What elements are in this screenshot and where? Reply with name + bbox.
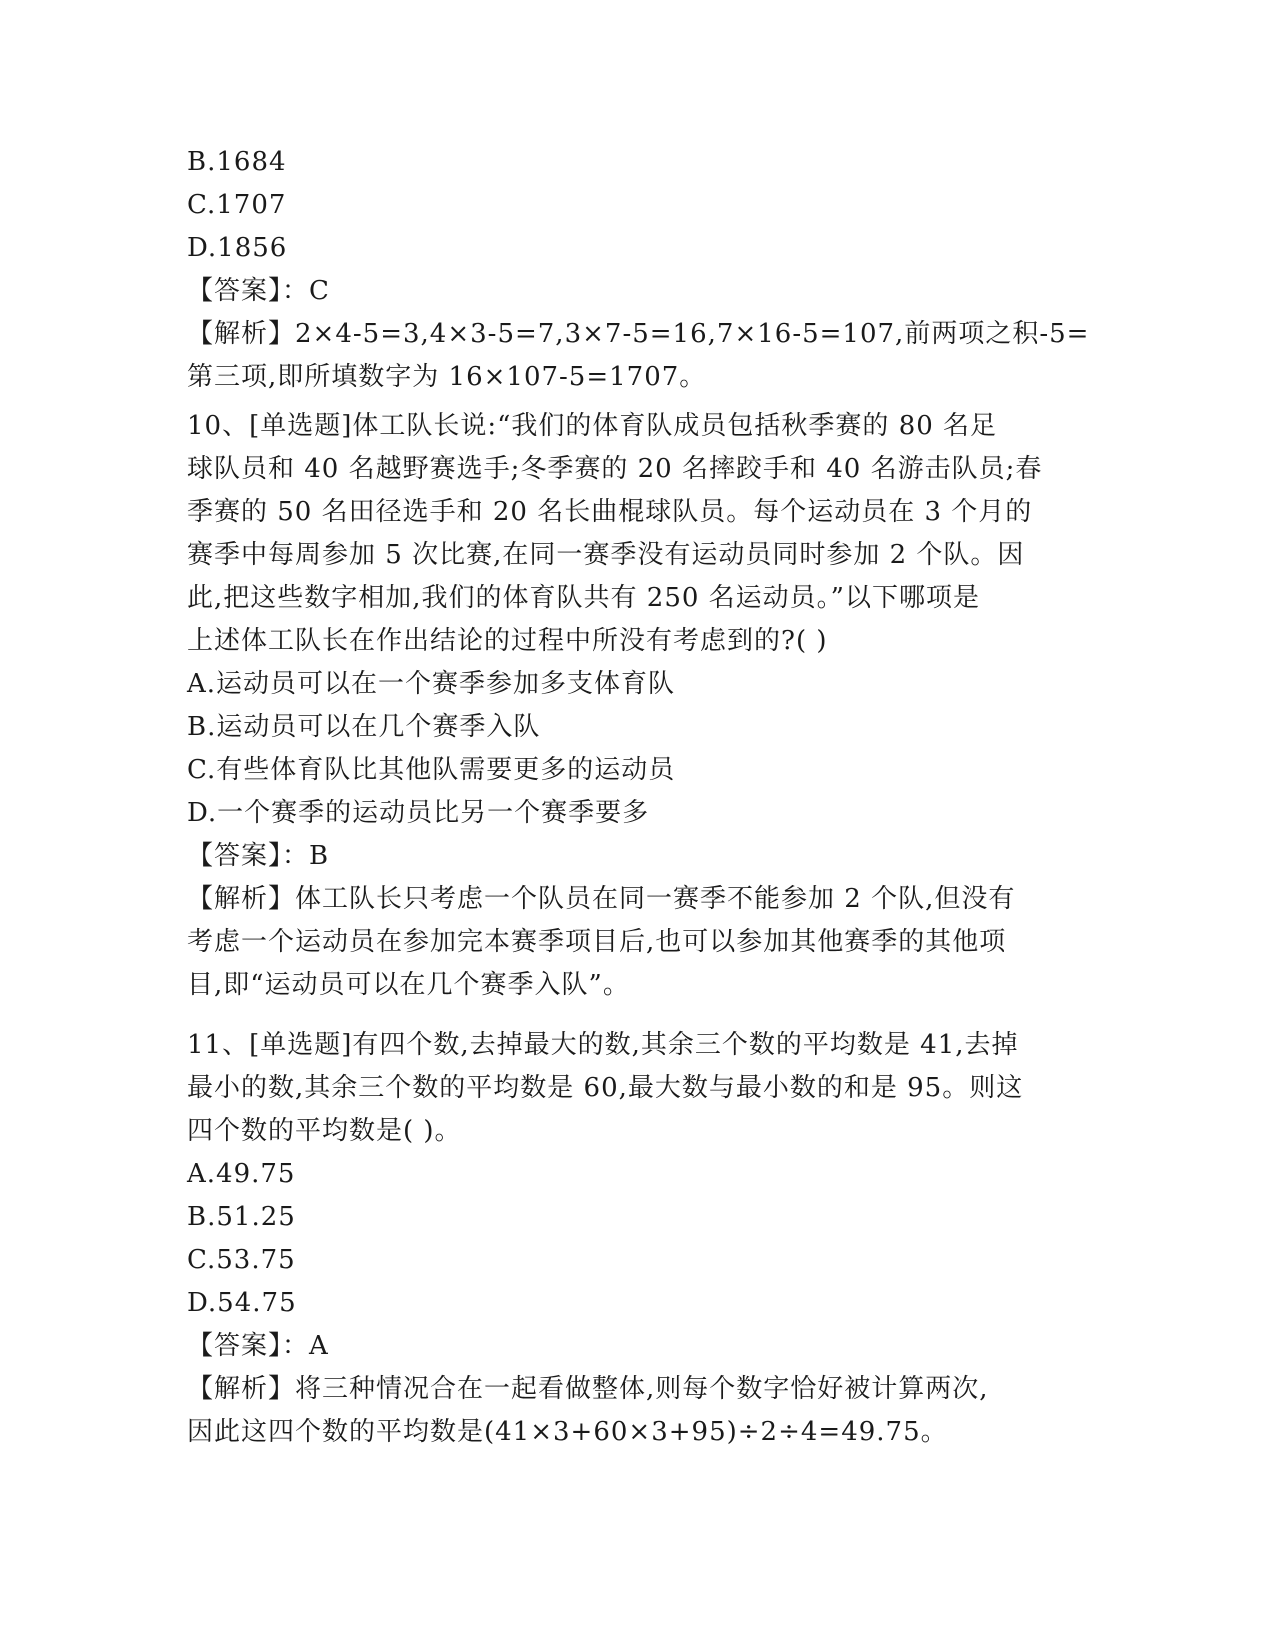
question-stem-line: 10、[单选题]体工队长说:“我们的体育队成员包括秋季赛的 80 名足 — [187, 411, 998, 441]
option-d: D.1856 — [187, 233, 288, 263]
option-c: C.53.75 — [187, 1245, 296, 1275]
question-stem-line: 此,把这些数字相加,我们的体育队共有 250 名运动员。”以下哪项是 — [187, 583, 980, 613]
analysis-line: 考虑一个运动员在参加完本赛季项目后,也可以参加其他赛季的其他项 — [187, 927, 1007, 957]
question-stem-line: 四个数的平均数是( )。 — [187, 1116, 462, 1146]
answer-label: 【答案】：A — [187, 1331, 329, 1361]
analysis-line: 【解析】2×4-5=3,4×3-5=7,3×7-5=16,7×16-5=107,前两项之积-5= — [187, 319, 1090, 349]
question-stem-line: 11、[单选题]有四个数,去掉最大的数,其余三个数的平均数是 41,去掉 — [187, 1030, 1019, 1060]
option-c: C.1707 — [187, 190, 287, 220]
analysis-line: 【解析】将三种情况合在一起看做整体,则每个数字恰好被计算两次, — [187, 1374, 989, 1404]
analysis-line: 因此这四个数的平均数是(41×3+60×3+95)÷2÷4=49.75。 — [187, 1417, 948, 1447]
option-d: D.一个赛季的运动员比另一个赛季要多 — [187, 798, 650, 828]
question-10 — [187, 405, 1087, 1007]
analysis-line: 目,即“运动员可以在几个赛季入队”。 — [187, 970, 630, 1000]
question-stem-line: 球队员和 40 名越野赛选手;冬季赛的 20 名摔跤手和 40 名游击队员;春 — [187, 454, 1043, 484]
option-c: C.有些体育队比其他队需要更多的运动员 — [187, 755, 676, 785]
analysis-line: 第三项,即所填数字为 16×107-5=1707。 — [187, 362, 707, 392]
question-9-tail — [187, 141, 1090, 399]
answer-label: 【答案】：B — [187, 841, 330, 871]
answer-label: 【答案】：C — [187, 276, 330, 306]
option-a: A.运动员可以在一个赛季参加多支体育队 — [187, 669, 676, 699]
option-a: A.49.75 — [187, 1159, 296, 1189]
analysis-line: 【解析】体工队长只考虑一个队员在同一赛季不能参加 2 个队,但没有 — [187, 884, 1016, 914]
question-stem-line: 季赛的 50 名田径选手和 20 名长曲棍球队员。每个运动员在 3 个月的 — [187, 497, 1033, 527]
question-11 — [187, 1024, 1087, 1454]
option-b: B.51.25 — [187, 1202, 296, 1232]
option-b: B.运动员可以在几个赛季入队 — [187, 712, 541, 742]
question-stem-line: 最小的数,其余三个数的平均数是 60,最大数与最小数的和是 95。则这 — [187, 1073, 1024, 1103]
question-stem-line: 上述体工队长在作出结论的过程中所没有考虑到的?( ) — [187, 626, 828, 656]
question-stem-line: 赛季中每周参加 5 次比赛,在同一赛季没有运动员同时参加 2 个队。因 — [187, 540, 1025, 570]
option-d: D.54.75 — [187, 1288, 297, 1318]
option-b: B.1684 — [187, 147, 287, 177]
